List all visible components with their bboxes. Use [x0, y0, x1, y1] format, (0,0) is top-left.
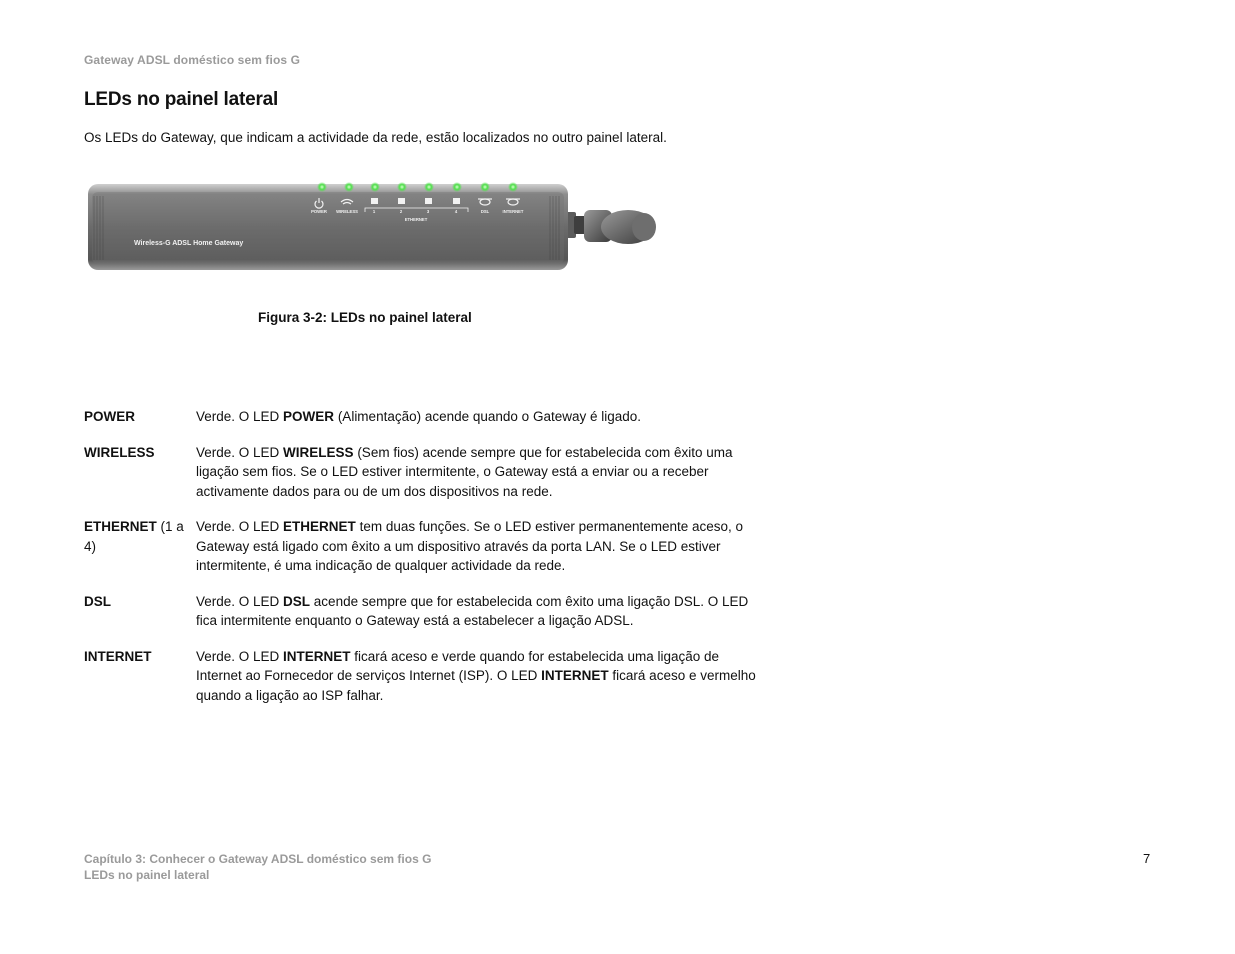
- led-ethernet-1: [370, 182, 380, 192]
- led-description-text: tem duas funções. Se o LED estiver permanentemente aceso, o Gateway está ligado com êxito a um dispositivo através da porta LAN. Se o LED estiver intermitente, é uma indicação de qualquer actividade da rede.: [196, 519, 744, 573]
- led-term: [84, 443, 196, 502]
- led-wireless: [344, 182, 354, 192]
- panel-label-dsl: DSL: [480, 209, 490, 214]
- led-term: [84, 517, 196, 576]
- led-term-name: ETHERNET: [84, 519, 157, 534]
- led-description-bold: INTERNET: [541, 668, 609, 683]
- led-term-name: POWER: [84, 409, 136, 424]
- led-description-text: ficará aceso e vermelho quando a ligação ao ISP falhar.: [196, 668, 756, 703]
- led-power: [317, 182, 327, 192]
- page-number: 7: [1143, 851, 1151, 866]
- led-dsl: [480, 182, 490, 192]
- panel-label-port-2: 2: [399, 209, 403, 214]
- led-definition-row: [84, 647, 764, 706]
- led-ethernet-4: [452, 182, 462, 192]
- led-term: [84, 407, 196, 427]
- led-term: [84, 592, 196, 631]
- footer-chapter: Capítulo 3: Conhecer o Gateway ADSL doméstico sem fios G: [84, 852, 432, 866]
- intro-paragraph: Os LEDs do Gateway, que indicam a actividade da rede, estão localizados no outro painel lateral.: [84, 130, 667, 145]
- device-model-label: Wireless-G ADSL Home Gateway: [134, 240, 244, 247]
- led-description-bold: POWER: [283, 409, 335, 424]
- panel-label-port-4: 4: [454, 209, 458, 214]
- led-description-text: Verde. O LED: [196, 519, 284, 534]
- led-description-text: ficará aceso e verde quando for estabelecida uma ligação de Internet ao Fornecedor de serviços Internet (ISP). O LED: [196, 648, 720, 683]
- footer-section: LEDs no painel lateral: [84, 868, 210, 882]
- led-definition-row: [84, 443, 764, 502]
- figure-caption: Figura 3-2: LEDs no painel lateral: [258, 310, 472, 325]
- panel-label-port-3: 3: [426, 209, 430, 214]
- led-description: [196, 647, 761, 706]
- panel-label-ethernet: ETHERNET: [404, 217, 428, 222]
- panel-label-port-1: 1: [372, 209, 376, 214]
- led-description-text: Verde. O LED: [196, 444, 284, 460]
- led-description-text: (Sem fios) acende sempre que for estabelecida com êxito uma ligação sem fios. Se o LED estiver intermitente, o Gateway está a enviar ou a receber activamente dados para ou de um dos dispositivos na rede.: [196, 444, 733, 499]
- led-term: [84, 647, 196, 706]
- led-description-text: (Alimentação) acende quando o Gateway é ligado.: [334, 409, 642, 424]
- led-description-bold: DSL: [283, 593, 311, 609]
- led-ethernet-3: [424, 182, 434, 192]
- led-description-text: Verde. O LED: [196, 409, 284, 424]
- figure-gateway-side-panel: [84, 172, 664, 280]
- led-description-bold: INTERNET: [283, 648, 351, 664]
- led-definition-row: [84, 517, 764, 576]
- led-description: [196, 517, 761, 576]
- led-term-suffix: (1 a 4): [84, 519, 184, 554]
- led-term-name: WIRELESS: [84, 444, 155, 460]
- led-definition-row: [84, 592, 764, 631]
- led-description-text: acende sempre que for estabelecida com êxito uma ligação DSL. O LED fica intermitente enquanto o Gateway está a estabelecer a ligação ADSL.: [196, 593, 749, 628]
- led-description-text: Verde. O LED: [196, 648, 284, 664]
- led-definition-list: [84, 407, 764, 721]
- led-term-name: DSL: [84, 593, 111, 609]
- led-description: [196, 443, 761, 502]
- page-footer: [84, 851, 431, 883]
- led-description-text: Verde. O LED: [196, 593, 284, 609]
- led-description-bold: WIRELESS: [283, 444, 354, 460]
- led-definition-row: [84, 407, 764, 427]
- panel-label-power: POWER: [311, 209, 327, 214]
- led-description: [196, 407, 761, 427]
- led-internet: [508, 182, 518, 192]
- panel-label-internet: INTERNET: [502, 209, 524, 214]
- panel-label-wireless: WIRELESS: [336, 209, 358, 214]
- led-description-bold: ETHERNET: [283, 519, 356, 534]
- gateway-device-image: [84, 172, 664, 280]
- led-term-name: INTERNET: [84, 648, 152, 664]
- led-ethernet-2: [397, 182, 407, 192]
- led-description: [196, 592, 761, 631]
- running-header: Gateway ADSL doméstico sem fios G: [84, 53, 301, 67]
- section-title: LEDs no painel lateral: [84, 89, 279, 110]
